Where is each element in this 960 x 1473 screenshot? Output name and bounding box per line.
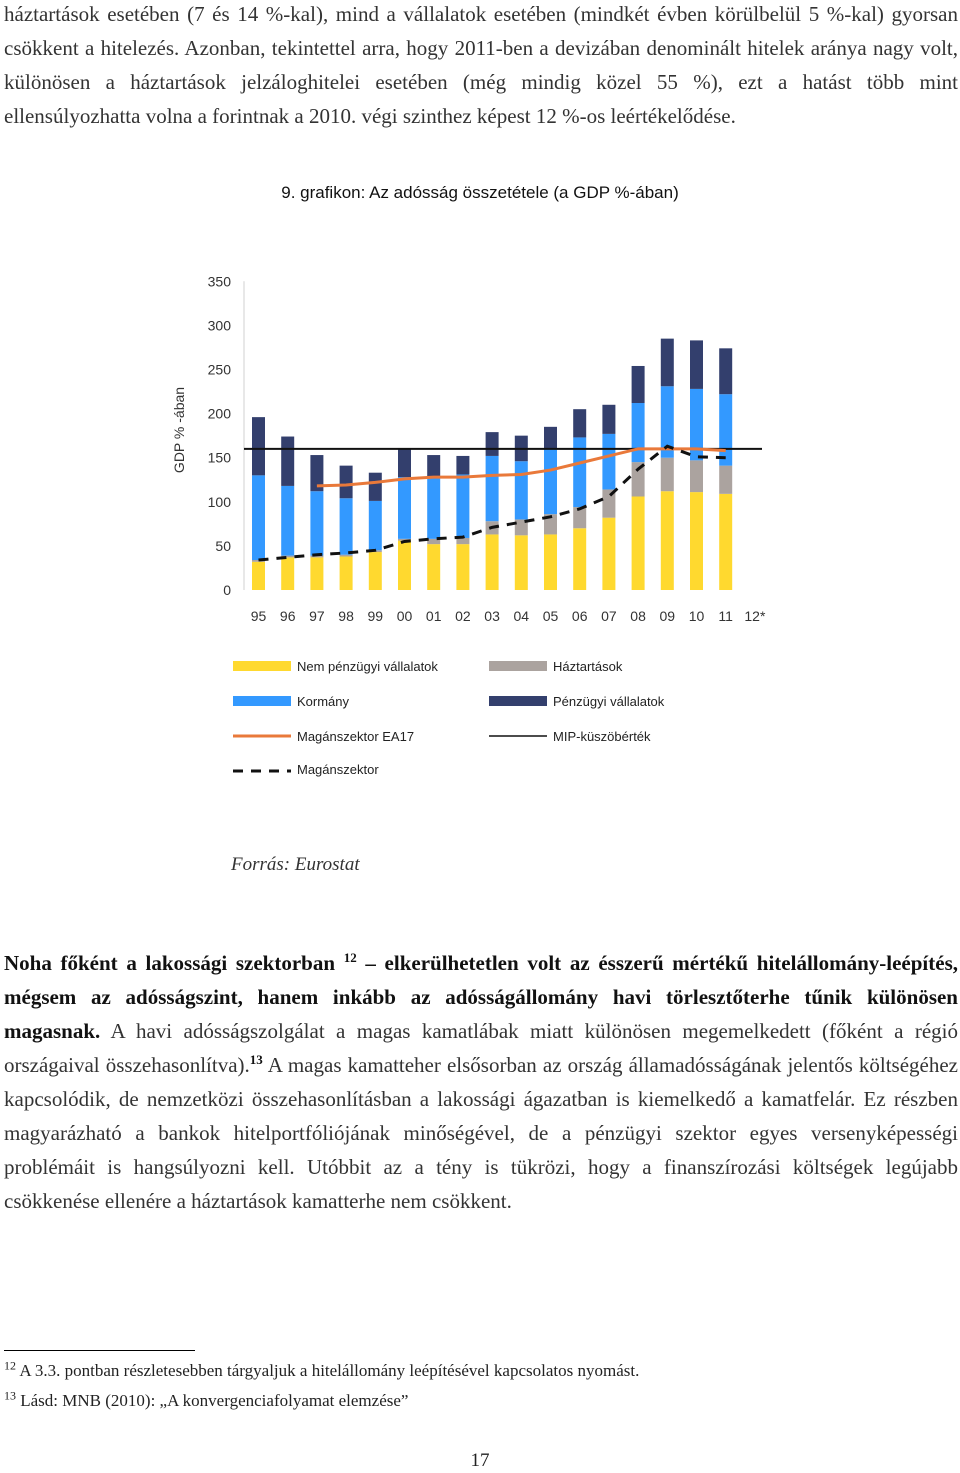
x-tick-label: 05	[542, 608, 559, 624]
bar-segment	[310, 491, 323, 555]
legend-swatch	[489, 696, 547, 706]
x-tick-label: 97	[309, 608, 325, 624]
bar-segment	[310, 557, 323, 590]
bar-segment	[398, 541, 411, 590]
bar-segment	[632, 497, 645, 590]
legend-swatch	[233, 661, 291, 671]
main-paragraph	[4, 946, 958, 1218]
y-tick-label: 250	[207, 361, 231, 378]
bar-segment	[690, 492, 703, 590]
bar-segment	[632, 366, 645, 403]
bar-segment	[690, 340, 703, 389]
bold-part-2: – elkerülhetetlen volt az ésszerű mértékű hitelállomány-leépítés, mégsem az adósságszint, hanem inkább az adósságállomány havi törlesztőterhe tűnik különösen magasnak.	[4, 951, 959, 1043]
bar-segment	[544, 448, 557, 514]
bar-segment	[661, 491, 674, 590]
bar-segment	[486, 432, 499, 456]
bar-segment	[427, 455, 440, 477]
legend-label: Nem pénzügyi vállalatok	[297, 659, 438, 674]
bar-segment	[573, 528, 586, 590]
bar-segment	[602, 434, 615, 490]
bar-segment	[515, 461, 528, 519]
x-tick-label: 95	[250, 608, 267, 624]
y-tick-label: 150	[207, 449, 231, 466]
bar-segment	[719, 494, 732, 590]
legend-swatch	[489, 661, 547, 671]
footnote-divider	[4, 1350, 195, 1351]
footnote-ref-12[interactable]: 12	[343, 950, 357, 965]
y-tick-label: 200	[207, 405, 231, 422]
bar-segment	[719, 466, 732, 494]
bar-segment	[340, 556, 353, 590]
bar-segment	[398, 477, 411, 539]
x-tick-label: 08	[630, 608, 646, 624]
bar-segment	[369, 473, 382, 501]
footnote-12-number: 12	[4, 1358, 16, 1373]
bar-segment	[661, 458, 674, 492]
bar-segment	[252, 562, 265, 590]
x-tick-label: 03	[484, 608, 500, 624]
footnote-12	[4, 1358, 640, 1381]
bold-part-1: Noha főként a lakossági szektorban	[4, 951, 336, 975]
legend-label: MIP-küszöbérték	[553, 729, 651, 744]
bar-segment	[719, 394, 732, 465]
bar-segment	[602, 518, 615, 590]
footnote-13	[4, 1388, 409, 1411]
x-tick-label: 00	[396, 608, 413, 624]
bar-segment	[281, 557, 294, 590]
footnote-13-number: 13	[4, 1388, 16, 1403]
y-tick-label: 0	[223, 582, 231, 598]
x-tick-label: 10	[688, 608, 705, 624]
footnote-12-text: A 3.3. pontban részletesebben tárgyaljuk a hitelállomány leépítésével kapcsolatos nyomást.	[19, 1361, 640, 1380]
bar-segment	[486, 456, 499, 521]
y-tick-label: 350	[207, 273, 231, 290]
y-tick-label: 300	[207, 317, 231, 334]
bar-segment	[369, 552, 382, 590]
bar-segment	[456, 474, 469, 538]
x-tick-label: 96	[279, 608, 296, 624]
footnote-13-text: Lásd: MNB (2010): „A konvergenciafolyamat elemzése”	[20, 1391, 409, 1410]
bar-segment	[456, 544, 469, 590]
source-note: Forrás: Eurostat	[231, 854, 360, 875]
bar-segment	[281, 437, 294, 486]
bar-segment	[544, 427, 557, 448]
x-tick-label: 11	[718, 608, 733, 624]
x-tick-label: 04	[513, 608, 530, 624]
bar-segment	[340, 555, 353, 557]
legend-label: Magánszektor	[297, 762, 379, 777]
x-tick-label: 01	[425, 608, 442, 624]
y-axis-label: GDP % -ában	[171, 386, 187, 474]
bar-segment	[281, 486, 294, 556]
bar-segment	[427, 544, 440, 590]
bar-segment	[515, 535, 528, 590]
intro-paragraph: háztartások esetében (7 és 14 %-kal), mind a vállalatok esetében (mindkét évben körülbelül 5 %-kal) gyorsan csökkent a hitelezés. Azonban, tekintettel arra, hogy 2011-ben a devizában denominált hitelek aránya nagy volt, különösen a háztartások jelzáloghitelei esetében (még mindig közel 55 %), ezt a hatást több mint ellensúlyozhatta volna a forintnak a 2010. végi szinthez képest 12 %-os leértékelődése.	[4, 2, 958, 128]
bar-segment	[340, 498, 353, 554]
bar-segment	[661, 339, 674, 387]
x-tick-label: 09	[659, 608, 676, 624]
x-tick-label: 99	[367, 608, 384, 624]
bar-segment	[456, 456, 469, 475]
bar-segment	[573, 437, 586, 507]
bar-segment	[340, 466, 353, 499]
x-tick-label: 02	[455, 608, 471, 624]
bar-segment	[719, 348, 732, 394]
bar-segment	[456, 538, 469, 544]
legend-label: Magánszektor EA17	[297, 729, 415, 744]
legend-swatch	[233, 696, 291, 706]
bar-segment	[369, 501, 382, 550]
chart-title: 9. grafikon: Az adósság összetétele (a GDP %-ában)	[281, 183, 679, 202]
x-tick-label: 06	[571, 608, 588, 624]
bar-segment	[398, 448, 411, 477]
x-tick-label: 12*	[744, 608, 766, 624]
legend-label: Kormány	[297, 694, 350, 709]
bar-segment	[544, 534, 557, 590]
normal-part-1: A havi adósságszolgálat a magas kamatlábak miatt különösen megemelkedett (főként a régió országaival összehasonlítva).	[4, 1019, 958, 1077]
page-number: 17	[470, 1450, 490, 1471]
bar-segment	[690, 460, 703, 492]
normal-part-2: A magas kamatteher elsősorban az ország államadósságának jelentős költségéhez kapcsolódik, de nemzetközi összehasonlításban a lakossági ágazatban is kiemelkedő a kamatfelár. Ez részben magyarázható a bankok hitelportfóliójának minőségével, de a pénzügyi szektor egyes versenyképességi problémáit is hangsúlyozni kell. Utóbbit az a tény is tükrözi, hogy a finanszírozási költségek legújabb csökkenése ellenére a háztartások kamatterhe nem csökkent.	[4, 1053, 958, 1213]
bar-segment	[602, 405, 615, 434]
bar-segment	[632, 403, 645, 462]
legend-label: Háztartások	[553, 659, 623, 674]
legend-label: Pénzügyi vállalatok	[553, 694, 665, 709]
y-tick-label: 50	[215, 537, 231, 554]
y-tick-label: 100	[207, 493, 231, 510]
bar-segment	[252, 417, 265, 475]
bar-segment	[486, 534, 499, 590]
bar-segment	[252, 475, 265, 560]
bar-segment	[427, 477, 440, 539]
x-tick-label: 98	[338, 608, 354, 624]
footnote-ref-13[interactable]: 13	[249, 1052, 263, 1067]
bar-segment	[573, 409, 586, 437]
x-tick-label: 07	[601, 608, 617, 624]
